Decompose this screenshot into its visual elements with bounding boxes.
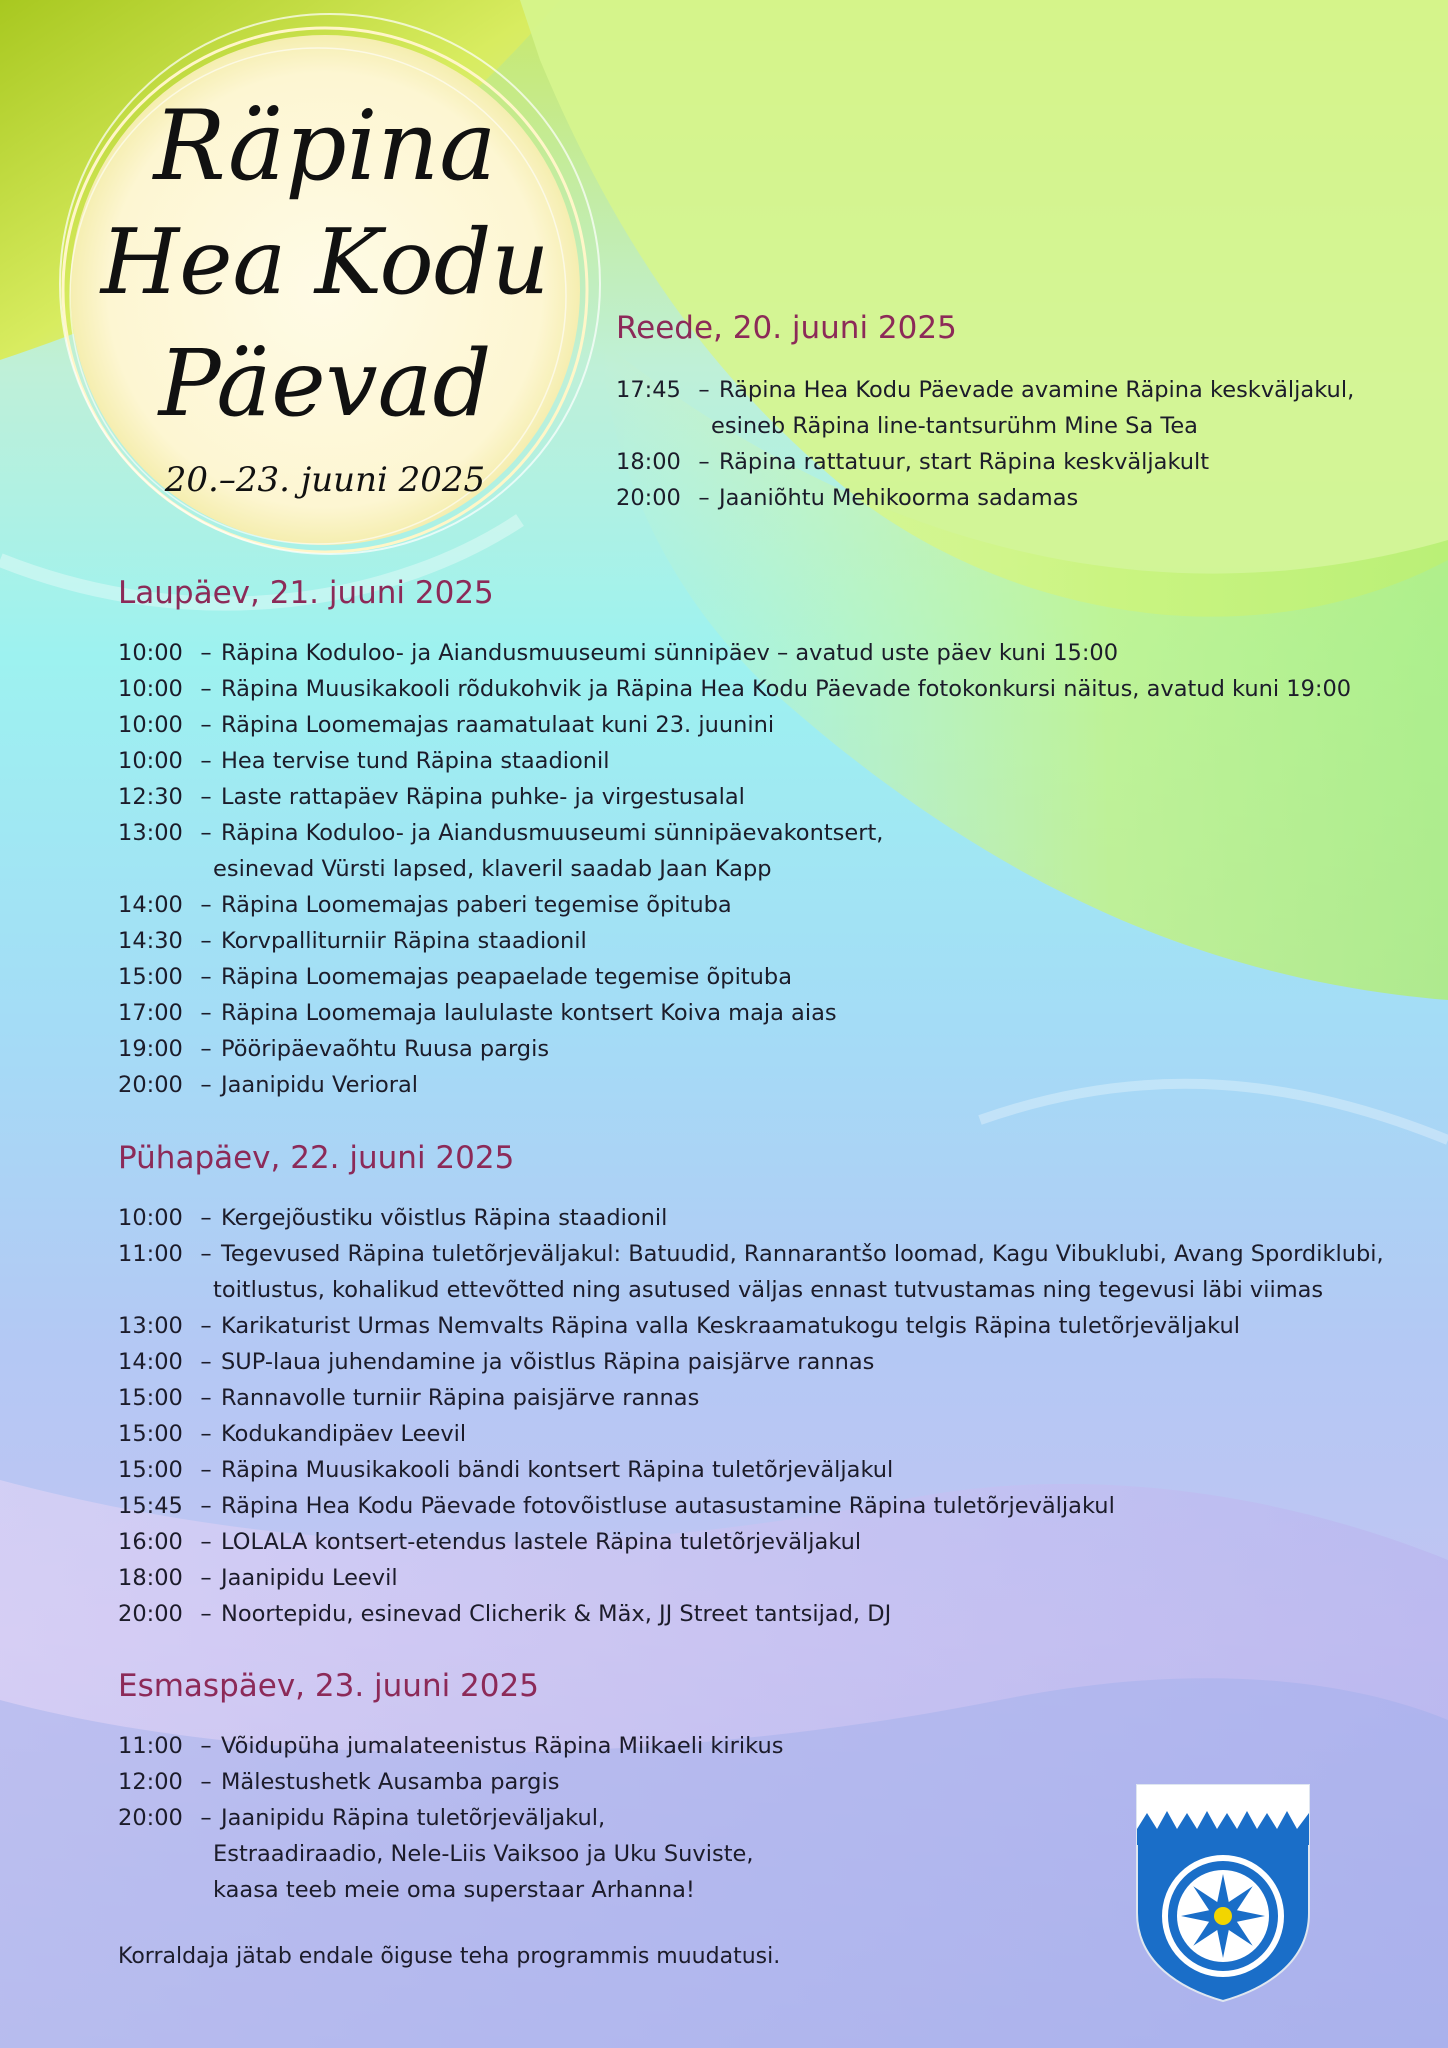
event-item — [118, 743, 610, 779]
event-item — [118, 1416, 466, 1452]
separator-dash: – — [698, 377, 710, 403]
event-item — [118, 671, 1351, 707]
event-text: Räpina Loomemaja laululaste kontsert Koiva maja aias — [221, 1000, 837, 1026]
separator-dash: – — [200, 1241, 212, 1267]
event-text: Räpina Loomemajas raamatulaat kuni 23. juunini — [221, 712, 775, 738]
event-time: 10:00 — [118, 640, 183, 666]
separator-dash: – — [200, 1529, 212, 1555]
separator-dash: – — [200, 1733, 212, 1759]
event-item — [118, 707, 774, 743]
event-item — [118, 779, 745, 815]
event-text: Räpina Loomemajas peapaelade tegemise õpituba — [221, 964, 792, 990]
event-text-continuation: esinevad Vürsti lapsed, klaveril saadab Jaan Kapp — [213, 856, 772, 882]
event-text: Karikaturist Urmas Nemvalts Räpina valla Keskraamatukogu telgis Räpina tuletõrjeväljakul — [221, 1313, 1240, 1339]
event-item — [118, 959, 792, 995]
event-time: 10:00 — [118, 748, 183, 774]
day-section-sunday — [118, 1140, 1418, 1640]
event-item — [118, 1800, 754, 1908]
separator-dash: – — [200, 1036, 212, 1062]
event-text: Jaanipidu Verioral — [221, 1072, 418, 1098]
event-time: 15:45 — [118, 1493, 183, 1519]
event-time: 10:00 — [118, 1205, 183, 1231]
event-time: 13:00 — [118, 1313, 183, 1339]
event-text: Jaaniõhtu Mehikoorma sadamas — [719, 485, 1079, 511]
event-item — [118, 1560, 398, 1596]
event-time: 15:00 — [118, 1421, 183, 1447]
event-time: 17:45 — [616, 377, 681, 403]
separator-dash: – — [200, 676, 212, 702]
event-time: 20:00 — [616, 485, 681, 511]
separator-dash: – — [698, 449, 710, 475]
separator-dash: – — [200, 1457, 212, 1483]
event-item — [118, 1308, 1240, 1344]
event-time: 12:00 — [118, 1769, 183, 1795]
event-item — [118, 1452, 893, 1488]
event-text: Korvpalliturniir Räpina staadionil — [221, 928, 587, 954]
event-time: 14:30 — [118, 928, 183, 954]
event-time: 11:00 — [118, 1733, 183, 1759]
event-text: Räpina Loomemajas paberi tegemise õpituba — [221, 892, 732, 918]
event-item — [118, 1728, 784, 1764]
separator-dash: – — [200, 1493, 212, 1519]
event-time: 10:00 — [118, 712, 183, 738]
event-item — [118, 923, 587, 959]
event-item — [118, 1067, 418, 1103]
event-text: Räpina Hea Kodu Päevade avamine Räpina keskväljakul, — [719, 377, 1355, 403]
event-time: 18:00 — [616, 449, 681, 475]
event-text: Tegevused Räpina tuletõrjeväljakul: Batuudid, Rannarantšo loomad, Kagu Vibuklubi, Avang Spordiklubi, — [221, 1241, 1384, 1267]
event-text-continuation: esineb Räpina line-tantsurühm Mine Sa Tea — [711, 413, 1198, 439]
title-line-3: Päevad — [158, 330, 492, 437]
event-text: Räpina Hea Kodu Päevade fotovõistluse autasustamine Räpina tuletõrjeväljakul — [221, 1493, 1115, 1519]
event-time: 20:00 — [118, 1805, 183, 1831]
event-text: LOLALA kontsert-etendus lastele Räpina tuletõrjeväljakul — [221, 1529, 862, 1555]
separator-dash: – — [200, 1769, 212, 1795]
separator-dash: – — [200, 712, 212, 738]
separator-dash: – — [200, 784, 212, 810]
separator-dash: – — [200, 1349, 212, 1375]
day-heading: Reede, 20. juuni 2025 — [616, 310, 957, 346]
event-time: 12:30 — [118, 784, 183, 810]
day-heading: Esmaspäev, 23. juuni 2025 — [118, 1668, 539, 1704]
event-item — [118, 887, 732, 923]
event-text: Räpina Koduloo- ja Aiandusmuuseumi sünnipäev – avatud uste päev kuni 15:00 — [221, 640, 1119, 666]
event-text: Räpina rattatuur, start Räpina keskväljakult — [719, 449, 1210, 475]
separator-dash: – — [200, 928, 212, 954]
event-text: Jaanipidu Räpina tuletõrjeväljakul, — [221, 1805, 606, 1831]
event-item — [616, 480, 1078, 516]
event-time: 14:00 — [118, 1349, 183, 1375]
title-line-1: Räpina — [153, 90, 497, 202]
event-text: SUP-laua juhendamine ja võistlus Räpina paisjärve rannas — [221, 1349, 875, 1375]
event-text: Kergejõustiku võistlus Räpina staadionil — [221, 1205, 668, 1231]
separator-dash: – — [200, 1421, 212, 1447]
separator-dash: – — [698, 485, 710, 511]
separator-dash: – — [200, 1072, 212, 1098]
event-text: Kodukandipäev Leevil — [221, 1421, 467, 1447]
event-item — [118, 635, 1118, 671]
event-time: 15:00 — [118, 964, 183, 990]
event-time: 16:00 — [118, 1529, 183, 1555]
event-time: 20:00 — [118, 1072, 183, 1098]
event-item — [118, 1764, 559, 1800]
separator-dash: – — [200, 1205, 212, 1231]
event-text: Mälestushetk Ausamba pargis — [221, 1769, 560, 1795]
event-item — [118, 1344, 874, 1380]
separator-dash: – — [200, 1565, 212, 1591]
event-time: 15:00 — [118, 1385, 183, 1411]
event-text-continuation: Estraadiraadio, Nele-Liis Vaiksoo ja Uku Suviste, — [213, 1841, 754, 1867]
event-time: 17:00 — [118, 1000, 183, 1026]
event-time: 19:00 — [118, 1036, 183, 1062]
event-item — [616, 372, 1354, 444]
day-section-saturday — [118, 575, 1418, 1105]
day-heading: Laupäev, 21. juuni 2025 — [118, 575, 494, 611]
separator-dash: – — [200, 1805, 212, 1831]
event-time: 13:00 — [118, 820, 183, 846]
event-time: 11:00 — [118, 1241, 183, 1267]
event-item — [118, 995, 837, 1031]
event-text: Võidupüha jumalateenistus Räpina Miikaeli kirikus — [221, 1733, 784, 1759]
event-text: Räpina Muusikakooli rõdukohvik ja Räpina Hea Kodu Päevade fotokonkursi näitus, avatud kuni 19:00 — [221, 676, 1352, 702]
event-text: Räpina Koduloo- ja Aiandusmuuseumi sünnipäevakontsert, — [221, 820, 884, 846]
title-line-2: Hea Kodu — [100, 210, 550, 315]
day-heading: Pühapäev, 22. juuni 2025 — [118, 1140, 515, 1176]
event-item — [118, 1200, 667, 1236]
event-time: 20:00 — [118, 1601, 183, 1627]
event-item — [616, 444, 1209, 480]
event-item — [118, 1380, 699, 1416]
event-item — [118, 815, 883, 887]
rapina-coat-of-arms-icon — [1135, 1783, 1311, 2003]
separator-dash: – — [200, 640, 212, 666]
title-dates: 20.–23. juuni 2025 — [164, 460, 486, 500]
event-item — [118, 1488, 1115, 1524]
event-item — [118, 1524, 861, 1560]
event-text: Laste rattapäev Räpina puhke- ja virgestusalal — [221, 784, 745, 810]
event-text-continuation: kaasa teeb meie oma superstaar Arhanna! — [213, 1877, 695, 1903]
separator-dash: – — [200, 1385, 212, 1411]
day-section-monday — [118, 1668, 1118, 1908]
day-section-friday — [616, 310, 1396, 520]
separator-dash: – — [200, 964, 212, 990]
event-text: Pööripäevaõhtu Ruusa pargis — [221, 1036, 550, 1062]
event-time: 14:00 — [118, 892, 183, 918]
event-time: 15:00 — [118, 1457, 183, 1483]
event-text: Jaanipidu Leevil — [221, 1565, 398, 1591]
separator-dash: – — [200, 820, 212, 846]
event-text: Noortepidu, esinevad Clicherik & Mäx, JJ Street tantsijad, DJ — [221, 1601, 892, 1627]
event-text: Rannavolle turniir Räpina paisjärve rannas — [221, 1385, 700, 1411]
event-item — [118, 1236, 1384, 1308]
event-item — [118, 1031, 549, 1067]
event-text: Räpina Muusikakooli bändi kontsert Räpina tuletõrjeväljakul — [221, 1457, 894, 1483]
title-block — [70, 40, 580, 540]
separator-dash: – — [200, 1000, 212, 1026]
separator-dash: – — [200, 748, 212, 774]
event-time: 10:00 — [118, 676, 183, 702]
event-text-continuation: toitlustus, kohalikud ettevõtted ning asutused väljas ennast tutvustamas ning tegevusi läbi viimas — [213, 1277, 1324, 1303]
disclaimer-note: Korraldaja jätab endale õiguse teha programmis muudatusi. — [118, 1944, 781, 1969]
separator-dash: – — [200, 1313, 212, 1339]
event-item — [118, 1596, 891, 1632]
separator-dash: – — [200, 892, 212, 918]
event-time: 18:00 — [118, 1565, 183, 1591]
separator-dash: – — [200, 1601, 212, 1627]
event-text: Hea tervise tund Räpina staadionil — [221, 748, 610, 774]
